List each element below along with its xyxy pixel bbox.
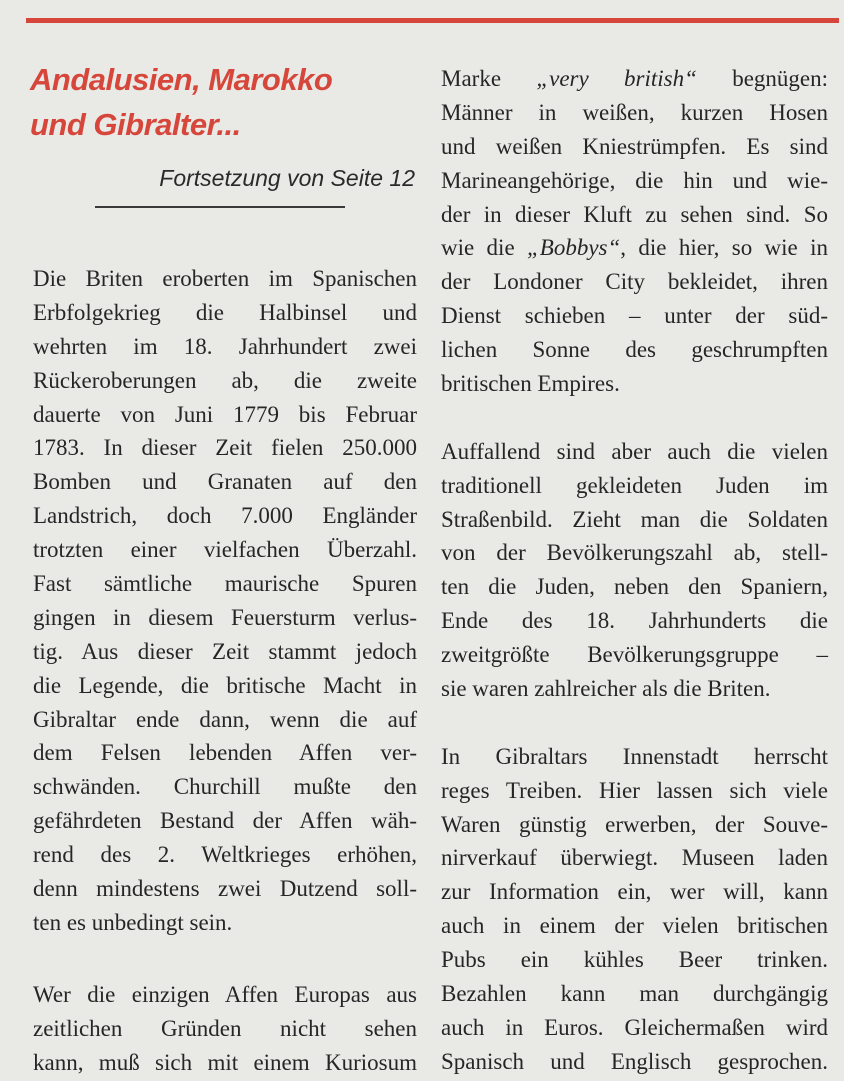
text-line: rend des 2. Weltkrieges erhöhen,: [33, 842, 417, 868]
italic-phrase: „very british“: [536, 66, 697, 91]
text-line: die Legende, die britische Macht in: [33, 672, 417, 698]
text-line: ten die Juden, neben den Spaniern,: [441, 574, 828, 600]
paragraph-3: [441, 740, 828, 1079]
text-line: traditionell gekleideten Juden im: [441, 472, 828, 498]
continuation-rule: [95, 206, 345, 208]
headline: [30, 57, 430, 147]
text-line: In Gibraltars Innenstadt herrscht: [441, 743, 828, 769]
text-line: reges Treiben. Hier lassen sich viele: [441, 777, 828, 803]
text-line: Straßenbild. Zieht man die Soldaten: [441, 506, 828, 532]
headline-line-2: und Gibralter...: [30, 107, 241, 142]
text-line: sie waren zahlreicher als die Briten.: [441, 676, 771, 702]
paragraph-gap: [441, 706, 828, 740]
text-line: Auffallend sind aber auch die vielen: [441, 438, 828, 464]
text-line: Ende des 18. Jahrhunderts die: [441, 608, 828, 634]
text-line: Waren günstig erwerben, der Souve-: [441, 811, 828, 837]
text-line: Marineangehörige, die hin und wie-: [441, 167, 828, 193]
text-line: gefährdeten Bestand der Affen wäh-: [33, 808, 417, 834]
text-line: Landstrich, doch 7.000 Engländer: [33, 503, 417, 529]
text-line: trotzten einer vielfachen Überzahl.: [33, 537, 417, 563]
text-line: dem Felsen lebenden Affen ver-: [33, 740, 417, 766]
text-segment: , die hier, so wie in: [620, 235, 828, 261]
text-line: ten es unbedingt sein.: [33, 909, 233, 935]
text-line: der Londoner City bekleidet, ihren: [441, 269, 828, 295]
text-segment: begnügen:: [696, 66, 829, 91]
text-line: kann, muß sich mit einem Kuriosum: [33, 1049, 417, 1075]
text-line: der in dieser Kluft zu sehen sind. So: [441, 201, 828, 227]
top-rule: [26, 18, 839, 23]
text-line: Die Briten eroberten im Spanischen: [33, 266, 417, 291]
text-line: wehrten im 18. Jahrhundert zwei: [33, 333, 417, 359]
paragraph-2: [33, 978, 417, 1080]
paragraph-1: [33, 262, 417, 940]
text-line: Bezahlen kann man durchgängig: [441, 981, 828, 1007]
text-line: [441, 231, 828, 265]
text-line: 1783. In dieser Zeit fielen 250.000: [33, 435, 417, 461]
paragraph-gap: [441, 401, 828, 435]
paragraph-1: [441, 62, 828, 401]
paragraph-2: [441, 435, 828, 706]
text-line: und weißen Kniestrümpfen. Es sind: [441, 133, 828, 159]
text-line: Bomben und Granaten auf den: [33, 469, 417, 495]
text-line: denn mindestens zwei Dutzend soll-: [33, 876, 417, 902]
text-line: Männer in weißen, kurzen Hosen: [441, 99, 828, 125]
text-line: nirverkauf überwiegt. Museen laden: [441, 845, 828, 871]
text-line: britischen Empires.: [441, 371, 620, 397]
paragraph-gap: [33, 940, 417, 978]
text-line: tig. Aus dieser Zeit stammt jedoch: [33, 638, 417, 664]
text-segment: wie die: [441, 235, 527, 261]
italic-phrase: „Bobbys“: [527, 235, 621, 261]
text-line: von der Bevölkerungszahl ab, stell-: [441, 540, 828, 566]
left-column: [33, 262, 417, 1079]
text-line: Spanisch und Englisch gesprochen.: [441, 1048, 828, 1074]
continuation-note: Fortsetzung von Seite 12: [159, 165, 415, 191]
text-line: auch in Euros. Gleichermaßen wird: [441, 1014, 828, 1040]
text-line: zeitlichen Gründen nicht sehen: [33, 1015, 417, 1041]
headline-line-1: Andalusien, Marokko: [30, 62, 333, 97]
text-line: [441, 62, 828, 96]
text-line: Gibraltar ende dann, wenn die auf: [33, 706, 417, 732]
text-line: gingen in diesem Feuersturm verlus-: [33, 604, 417, 630]
text-line: zweitgrößte Bevölkerungsgruppe –: [441, 642, 828, 668]
text-line: Dienst schieben – unter der süd-: [441, 303, 828, 329]
text-line: schwänden. Churchill mußte den: [33, 774, 417, 800]
right-column: [441, 62, 828, 1079]
text-line: Fast sämtliche maurische Spuren: [33, 571, 417, 597]
text-line: Pubs ein kühles Beer trinken.: [441, 947, 828, 973]
text-line: Erbfolgekrieg die Halbinsel und: [33, 299, 417, 325]
text-line: auch in einem der vielen britischen: [441, 913, 828, 939]
text-line: zur Information ein, wer will, kann: [441, 879, 828, 905]
text-line: dauerte von Juni 1779 bis Februar: [33, 401, 417, 427]
text-line: Rückeroberungen ab, die zweite: [33, 367, 417, 393]
text-line: Wer die einzigen Affen Europas aus: [33, 981, 417, 1007]
text-line: lichen Sonne des geschrumpften: [441, 337, 828, 363]
text-segment: Marke: [441, 66, 537, 91]
